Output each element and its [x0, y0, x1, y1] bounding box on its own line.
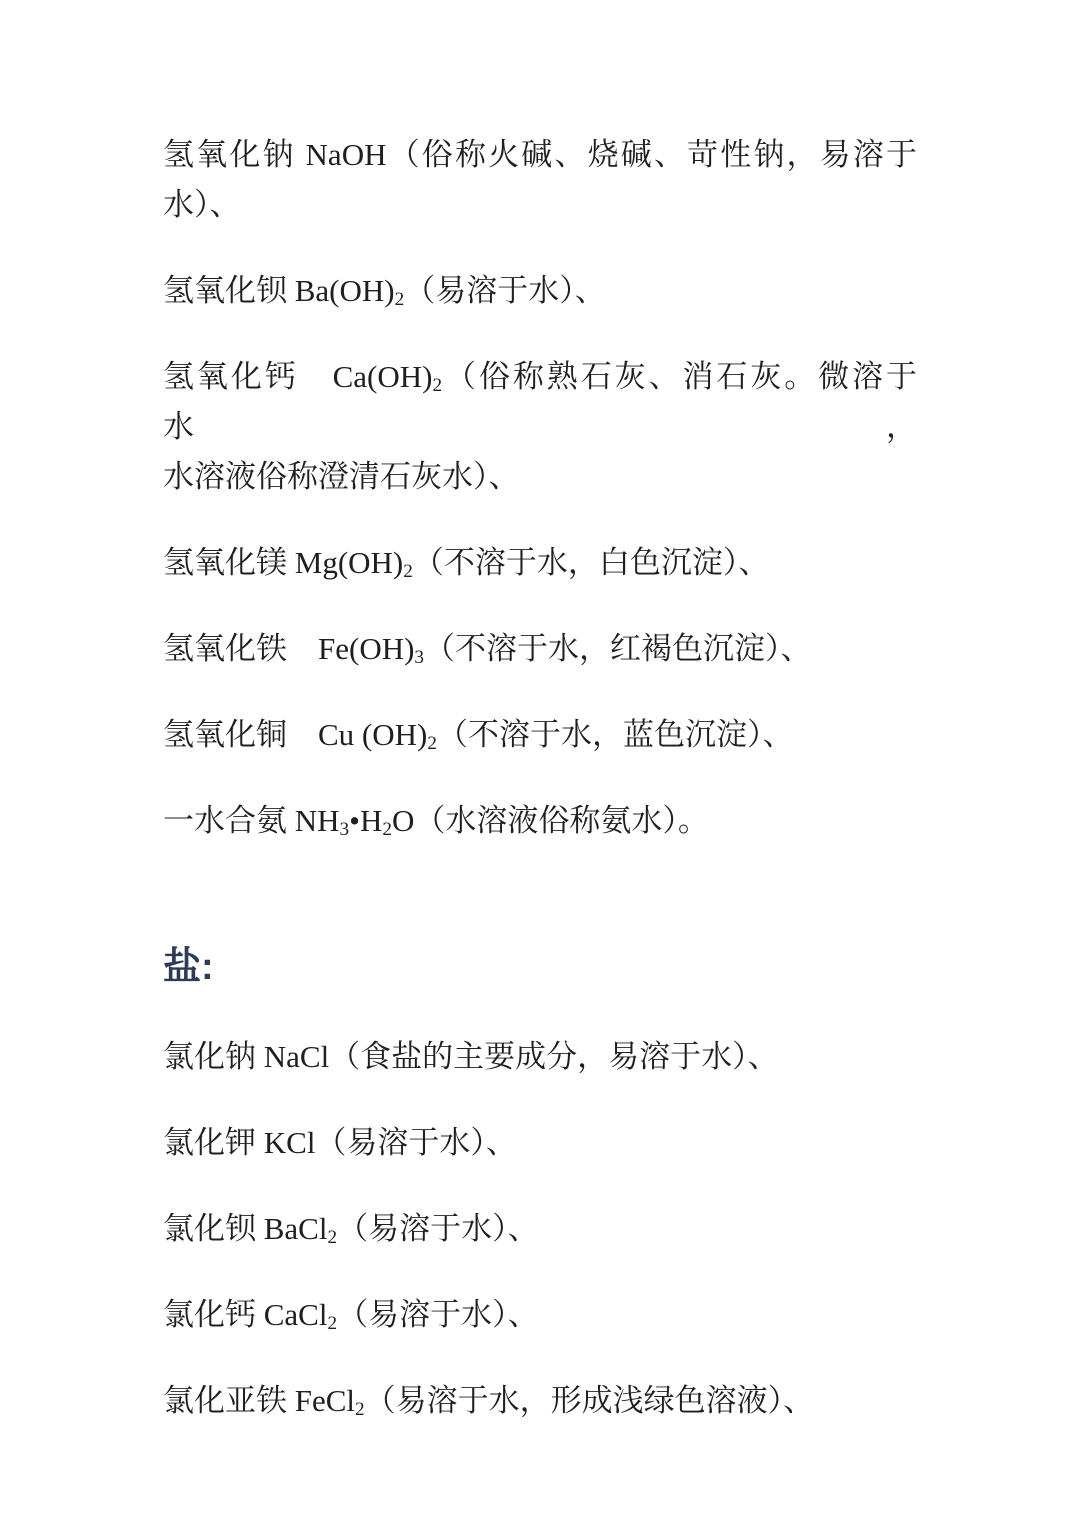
base-item-copper-hydroxide [163, 710, 917, 760]
salt-item-iron-ii-chloride [163, 1376, 917, 1426]
text-line: 氯化钡 BaCl$_2$（易溶于水）、 [163, 1211, 539, 1249]
text-line: 氯化钙 CaCl$_2$（易溶于水）、 [163, 1297, 539, 1335]
base-item-calcium-hydroxide [163, 352, 917, 502]
text-line: 氢氧化钡 $Ba(OH)_2$（易溶于水）、 [163, 273, 606, 311]
salt-item-barium-chloride [163, 1204, 917, 1254]
salts-section-heading: 盐: [163, 946, 214, 988]
text-line: 水）、 [163, 187, 241, 222]
salt-item-potassium-chloride [163, 1118, 917, 1168]
base-item-sodium-hydroxide [163, 130, 917, 230]
text-line: 氢氧化钠 NaOH（俗称火碱、烧碱、苛性钠，易溶于 [163, 137, 917, 172]
text-line: 氯化亚铁 FeCl$_2$（易溶于水，形成浅绿色溶液）、 [163, 1383, 815, 1421]
base-item-barium-hydroxide [163, 266, 917, 316]
base-item-iron-hydroxide [163, 624, 917, 674]
salt-item-calcium-chloride [163, 1290, 917, 1340]
text-line: 氯化钠 NaCl（食盐的主要成分，易溶于水）、 [163, 1039, 779, 1074]
text-line: 氢氧化铁 $Fe(OH)_3$（不溶于水，红褐色沉淀）、 [163, 631, 812, 669]
text-line: 氢氧化镁 $Mg(OH)_2$（不溶于水，白色沉淀）、 [163, 545, 770, 583]
text-line: 水溶液俗称澄清石灰水）、 [163, 459, 520, 494]
text-line: 氯化钾 KCl（易溶于水）、 [163, 1125, 517, 1160]
text-line: 氢氧化铜 Cu $(OH)_2$（不溶于水，蓝色沉淀）、 [163, 717, 794, 755]
salts-section [163, 1032, 917, 1426]
base-item-ammonia-monohydrate [163, 796, 917, 846]
text-line: 氢氧化钙 $Ca(OH)_2$（俗称熟石灰、消石灰。微溶于水， [163, 359, 918, 444]
text-line: 一水合氨 $NH_3•H_2O$（水溶液俗称氨水）。 [163, 803, 709, 841]
bases-section [163, 130, 917, 846]
base-item-magnesium-hydroxide [163, 538, 917, 588]
salt-item-sodium-chloride [163, 1032, 917, 1082]
